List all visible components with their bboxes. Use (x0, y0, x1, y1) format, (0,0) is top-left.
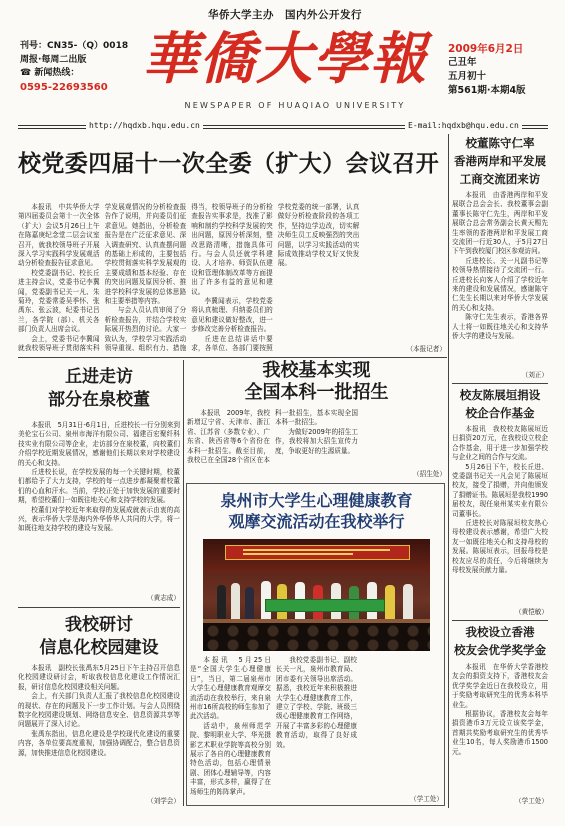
performer-figure (245, 587, 254, 621)
byline: （刘正） (521, 370, 548, 379)
main-article-divider (18, 357, 447, 358)
headline-line: 校友陈展垣捐设 (459, 388, 541, 402)
paragraph: 我校党委副书记、副校长关一凡，泉州市教育局、团市委有关领导出席活动。据悉，我校近年来积极推进大学生心理健康教育工作，建立了学校、学院、班级三级心理健康教育工作网络，开展了丰富多彩的心理健康教育活动，取得了良好成效。 (276, 656, 357, 749)
paragraph: 为做好2009年的招生工作，我校将加大招生宣传力度，争取更好的生源质量。 (275, 427, 358, 455)
phone-icon: ☎ (20, 68, 32, 78)
sidebar-article-2 (452, 425, 548, 617)
enrollment-headline (187, 360, 446, 406)
sidebar-headline-3 (452, 623, 548, 660)
main-headline: 校党委四届十一次全委（扩大）会议召开 (18, 151, 440, 177)
paragraph: 丘进校长说，在学校发展的每一个关键时期，校董们都给予了大力支持，学校的每一点进步都凝聚着校董们的心血和汗水。当前，学校正处于加快发展的重要时期，希望校董们一如既往地关心和支持学校的发展。 (18, 468, 180, 505)
left-article-1-body (18, 421, 180, 603)
headline-line: 我校研讨 (65, 615, 133, 635)
headline-line: 校董陈守仁率 (465, 136, 535, 150)
byline: （刘学会） (147, 796, 180, 805)
sidebar-article-3-body (452, 663, 548, 806)
sidebar-article-3 (452, 663, 548, 806)
sidebar-article-1 (452, 191, 548, 380)
masthead-logo: 華僑大學報 (142, 26, 427, 92)
left-headline-1 (18, 366, 180, 414)
photo-article (190, 656, 443, 804)
headline-line: 我校设立香港 (465, 625, 535, 639)
issn: 刊号：CN35-（Q）0018 (20, 41, 129, 51)
byline: （黄志成） (147, 593, 180, 602)
left-headline-2 (18, 614, 180, 661)
issue-number: 第561期·本期4版 (448, 85, 526, 96)
hotline-label-text: 新闻热线： (34, 68, 80, 78)
headline-line: 校企合作基金 (465, 406, 535, 420)
email-text: E-mail:hqdxb@hqu.edu.cn (405, 120, 522, 132)
paragraph: 本报讯 5月25日是“全国大学生心理健康日”，当日，第二届泉州市大学生心理健康教育观摩交流活动在我校举行，来自泉州市16所高校的师生参加了此次活动。 (190, 656, 271, 721)
hotline-number: 0595-22693560 (20, 81, 108, 93)
paragraph: 活动中，泉州师范学院、黎明职业大学、华光摄影艺术职业学院等高校分别展示了各自的心理健康教育特色活动，包括心理情景剧、团体心理辅导等，内容丰富，形式多样，赢得了在场师生的阵阵掌声。 (190, 721, 271, 796)
performer-figure (403, 584, 413, 621)
sidebar-divider-1 (452, 383, 548, 384)
headline-line: 我校基本实现 (262, 360, 371, 381)
paragraph: 李冀闻表示，学校党委将认真梳理、归纳委员们的意见和建议做好整改，进一步修改完善分析检查报告。 (191, 297, 273, 334)
hotline-label (20, 67, 135, 81)
paragraph: 陈守仁先生表示，香港各界人士将一如既往地关心和支持华侨大学的建设与发展。 (452, 313, 548, 341)
lunar-date: 五月初十 (448, 71, 487, 82)
main-article (18, 203, 446, 354)
sidebar-headline-2 (452, 386, 548, 423)
headline-line: 全国本科一批招生 (244, 382, 389, 403)
headline-line: 工商交流团来访 (459, 172, 541, 186)
paragraph: 校董们对学校近年来取得的发展成就表示由衷的高兴，表示华侨大学是海内外华侨华人共同的大学，将一如既往地支持学校的建设与发展。 (18, 505, 180, 533)
issue-date: 2009年6月2日 (448, 43, 524, 55)
paragraph: 张禹东指出，信息化建设是学校现代化建设的重要内容，各单位要高度重视，加强协调配合，整合信息资源，加快推进信息化校园建设。 (18, 729, 180, 757)
banner-stripe (243, 553, 353, 555)
paragraph: 本报讯 2009年，我校新增辽宁省、天津市、浙江省、江苏省（多数专业）、广东省、陕西省等6个省份在本科一批招生。截至目前，我校已在全国28个省区在本科一批招生，基本实现全国本科一批招生。 (187, 409, 358, 465)
paragraph: 本报讯 我校校友陈展垣近日捐资20万元，在我校设立校企合作基金，用于进一步加强学校与企业之间的合作与交流。 (452, 425, 548, 462)
paragraph: 会上，党委书记李冀闻就我校领导班子贯彻落实科学发展观情况的分析检查报告作了说明，并向委员们征求意见。她指出，分析检查报告是在广泛征求意见、深入调查研究、认真查摆问题的基础上形成的，主要包括学校贯彻落实科学发展观的主要成绩和基本经验、存在的突出问题及原因分析、推进学校科学发展的总体思路和主要举措等内容。 (18, 203, 187, 353)
byline: （招生处） (413, 469, 446, 478)
sidebar-article-1-body (452, 191, 548, 380)
left-article-divider (18, 607, 180, 608)
paragraph: 本报讯 在华侨大学香港校友会的捐资支持下，香港校友会优学奖学金近日在我校设立，用于奖励考取研究生的优秀本科毕业生。 (452, 663, 548, 709)
left-article-2 (18, 664, 180, 806)
sidebar-headline-1 (452, 134, 548, 189)
date-block (448, 42, 548, 98)
paragraph: 本报讯 副校长张禹东5月25日下午主持召开信息化校园建设研讨会，听取我校信息化建设工作情况汇报，研讨信息化校园建设相关问题。 (18, 664, 180, 691)
paragraph: 会上，有关部门负责人汇报了我校信息化校园建设的现状、存在的问题及下一步工作计划。与会人员围绕数字化校园建设规划、网络信息安全、信息资源共享等问题展开了深入讨论。 (18, 692, 180, 729)
right-column-divider (448, 134, 449, 808)
photo-article-headline (190, 490, 443, 534)
byline: （学工处） (410, 794, 443, 803)
headline-line: 泉州市大学生心理健康教育 (220, 491, 413, 510)
headline-line: 校友会优学奖学金 (454, 643, 546, 657)
left-column-divider (183, 360, 184, 806)
paragraph: 本报讯 中共华侨大学第四届委员会第十一次全体（扩大）会议5月26日上午在陈嘉庚纪念堂二层会议室召开，就我校领导班子开展深入学习实践科学发展观活动分析检查报告征求意见。 (18, 203, 100, 268)
paragraph: 本报讯 5月31日-6月1日，丘进校长一行分别来到美伦宝石公司、泉州市海洋有限公司、福建百宏聚纤科技实业有限公司等企业，走访部分在泉校董，向校董们介绍学校近期发展情况，感谢他们长期以来对学校建设的关心和支持。 (18, 421, 180, 467)
publication-info (20, 40, 135, 94)
event-photo (203, 539, 430, 651)
byline: （黄恺敏） (515, 607, 548, 616)
paragraph: 丘进校长、关一凡副书记等校领导热情接待了交流团一行。丘进校长向客人介绍了学校近年来的建设和发展情况，感谢陈守仁先生长期以来对华侨大学发展的关心和支持。 (452, 256, 548, 312)
green-banner (265, 599, 385, 612)
enrollment-article-body (187, 409, 446, 479)
headline-line: 香港两岸和平发展 (454, 154, 546, 168)
paragraph: 与会人员认真审阅了分析检查报告，并结合学校实际展开热烈的讨论。大家一致认为，学校学习实践活动领导重视、组织有力、措施得当，校领导班子的分析检查报告实事求是，找准了影响和制约学校科学发展的突出问题，原因分析深刻，整改思路清晰，措施具体可行。与会人员还就学科建设、人才培养、师资队伍建设和管理体制改革等方面提出了许多有益的意见和建议。 (104, 203, 273, 353)
paragraph: 根据协议，香港校友会每年捐资港币3万元设立该奖学金，首期共奖励考取研究生的优秀毕业生10名，每人奖励港币1500元。 (452, 710, 548, 756)
sponsor-line: 华侨大学主办 国内外公开发行 (208, 9, 362, 21)
sidebar-divider-2 (452, 620, 548, 621)
byline: （本报记者） (406, 344, 446, 353)
paragraph: 丘进在总结讲话中要求，各单位、各部门要按照学校党委的统一部署，认真做好分析检查阶段的各项工作，坚持边学边改，切实解决师生员工反映强烈的突出问题，以学习实践活动的实际成效推动学校又好又快发展。 (191, 203, 360, 353)
english-name: NEWSPAPER OF HUAQIAO UNIVERSITY (184, 101, 406, 110)
frequency: 周报·每周二出版 (20, 54, 87, 65)
performer-figure (231, 583, 240, 621)
left-article-2-body (18, 664, 180, 806)
performer-figure (385, 585, 395, 621)
photo-article-body (190, 656, 443, 804)
paragraph: 校党委副书记、校长丘进主持会议，党委书记李冀闻，党委副书记关一凡、朱菊玲，党委常委吴季怀、张禹东、张云波，纪委书记吕兰，各学院（部）、机关各部门负责人出席会议。 (18, 268, 100, 334)
banner-stripe (243, 549, 390, 551)
main-article-body (18, 203, 446, 354)
headline-line: 观摩交流活动在我校举行 (228, 512, 405, 531)
paragraph: 本报讯 由香港两岸和平发展联合总会会长、我校董事会副董事长陈守仁先生，两岸和平发展联合总会常务副会长黄天赐先生率领的香港两岸和平发展工商交流团一行近30人，于5月27日下午到我校厦门校区参观访问。 (452, 191, 548, 256)
enrollment-article (187, 409, 446, 479)
headline-line: 丘进走访 (65, 367, 133, 387)
paragraph: 丘进校长对陈展垣校友热心母校建设表示感谢，希望广大校友一如既往地关心和支持母校的发展。陈展垣表示，回报母校是校友应尽的责任，今后将继续为母校发展贡献力量。 (452, 519, 548, 575)
lunar-year: 己丑年 (448, 57, 477, 68)
sidebar-article-2-body (452, 425, 548, 617)
website-text: http://hqdxb.hqu.edu.cn (86, 120, 203, 132)
headline-line: 部分在泉校董 (48, 390, 150, 410)
paragraph: 5月26日下午，校长丘进、党委副书记关一凡会见了陈展垣校友，接受了捐赠，并向他颁发了捐赠证书。陈展垣是我校1990届校友，现任泉州某实业有限公司董事长。 (452, 462, 548, 518)
headline-line: 信息化校园建设 (39, 638, 159, 658)
performer-figure (217, 585, 226, 621)
left-article-1 (18, 421, 180, 603)
byline: （学工处） (515, 796, 548, 805)
audience (203, 623, 430, 651)
